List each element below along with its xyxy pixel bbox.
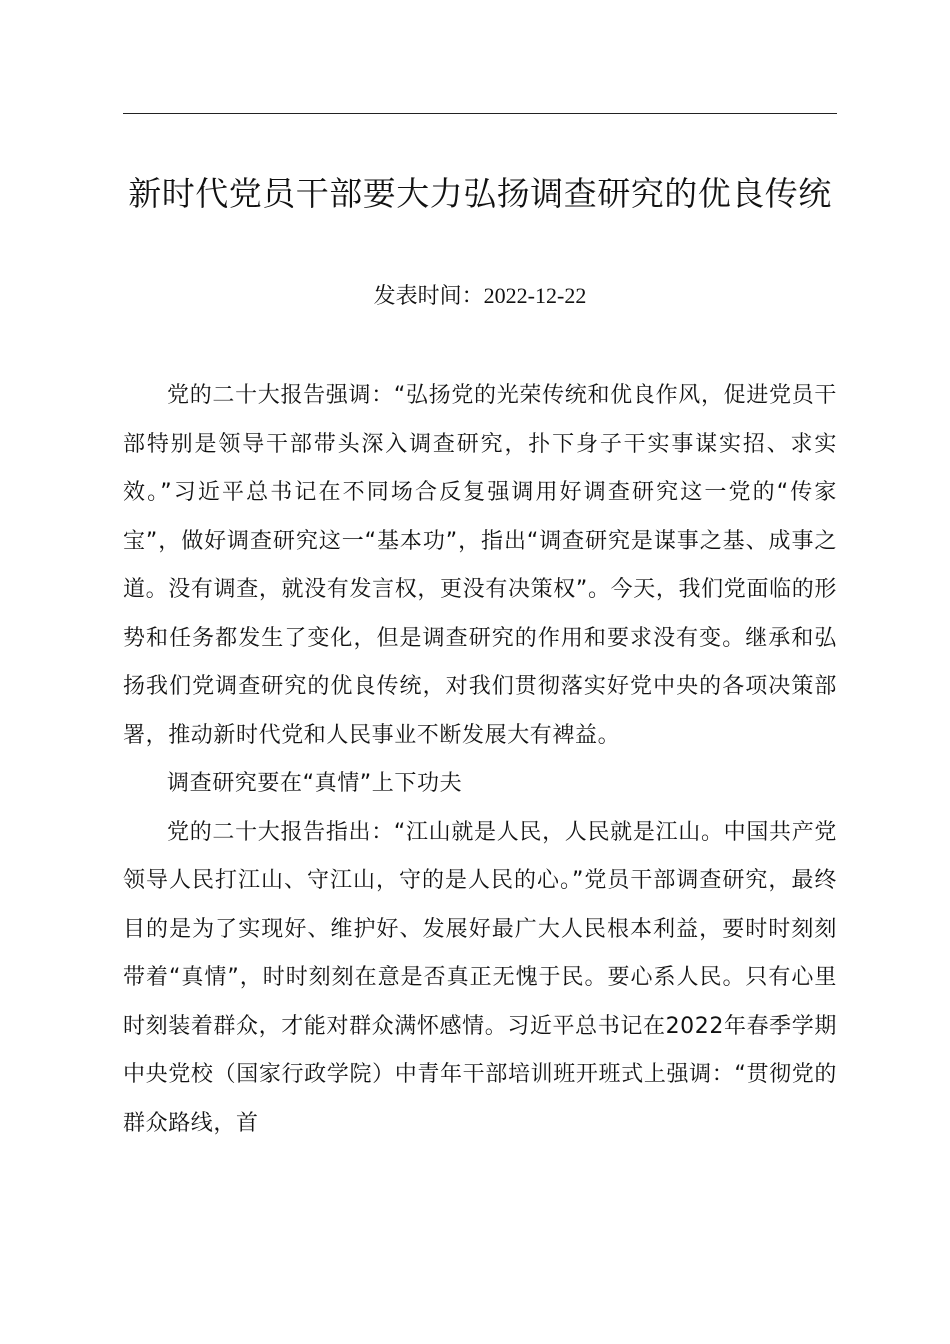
publish-date-line xyxy=(123,276,837,317)
paragraph-intro: 党的二十大报告强调：“弘扬党的光荣传统和优良作风，促进党员干部特别是领导干部带头深入调查研究，扑下身子干实事谋实招、求实效。”习近平总书记在不同场合反复强调用好调查研究这一党的“传家宝”，做好调查研究这一“基本功”，指出“调查研究是谋事之基、成事之道。没有调查，就没有发言权，更没有决策权”。今天，我们党面临的形势和任务都发生了变化，但是调查研究的作用和要求没有变。继承和弘扬我们党调查研究的优良传统，对我们贯彻落实好党中央的各项决策部署，推动新时代党和人民事业不断发展大有裨益。 xyxy=(123,383,837,748)
section-heading-sincerity: 调查研究要在“真情”上下功夫 xyxy=(167,771,463,796)
paragraph-sincerity: 党的二十大报告指出：“江山就是人民，人民就是江山。中国共产党领导人民打江山、守江山，守的是人民的心。”党员干部调查研究，最终目的是为了实现好、维护好、发展好最广大人民根本利益，要时时刻刻带着“真情”，时时刻刻在意是否真正无愧于民。要心系人民。只有心里时刻装着群众，才能对群众满怀感情。习近平总书记在2022年春季学期中央党校（国家行政学院）中青年干部培训班开班式上强调：“贯彻党的群众路线，首 xyxy=(123,819,837,1136)
article-title: 新时代党员干部要大力弘扬调查研究的优良传统 xyxy=(128,174,832,213)
article-body xyxy=(123,372,837,1148)
publish-date-value: 2022-12-22 xyxy=(483,283,587,308)
header-rule xyxy=(123,113,837,114)
publish-date-label: 发表时间： xyxy=(373,284,484,309)
